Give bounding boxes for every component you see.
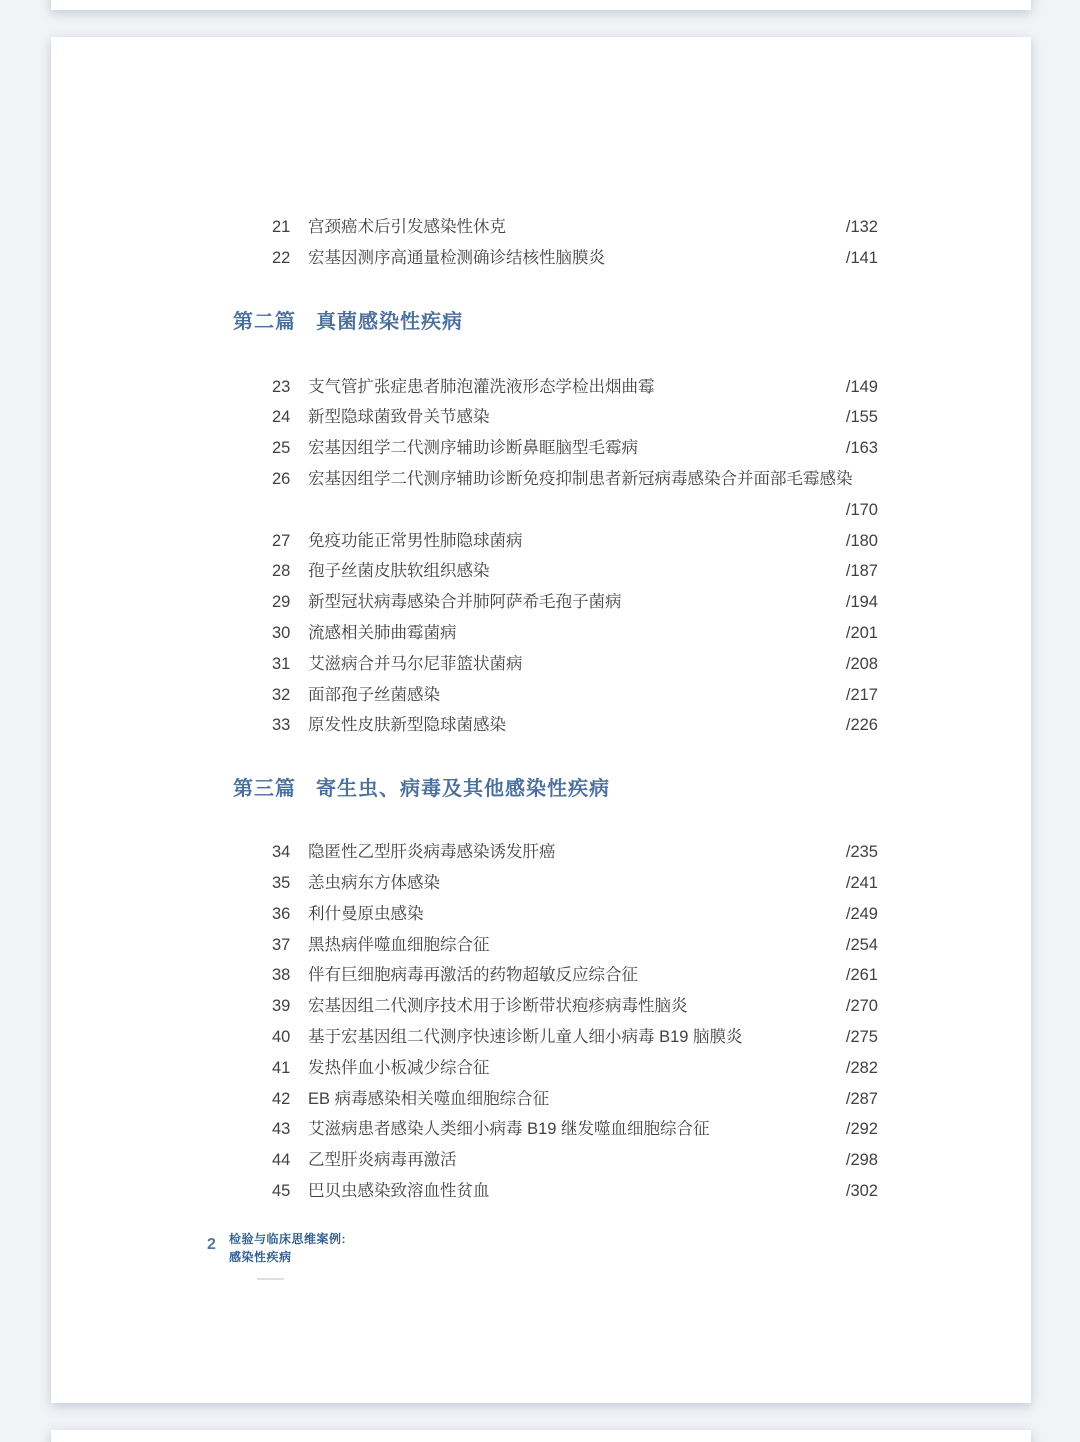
toc-row [233, 464, 878, 495]
toc-item-page: /217 [845, 685, 878, 704]
toc-item-page: /208 [845, 654, 878, 673]
toc-item-number: 37 [272, 935, 291, 954]
toc-row [233, 1114, 878, 1145]
toc-item-page: /180 [845, 531, 878, 550]
toc-row [233, 868, 878, 899]
toc-item-title: 原发性皮肤新型隐球菌感染 [308, 716, 506, 735]
toc-item-page: /287 [845, 1089, 878, 1108]
toc-item-page: /132 [845, 218, 878, 236]
section-label: 第二篇 [233, 310, 296, 333]
toc-item-number: 29 [272, 593, 291, 612]
toc-row [233, 1084, 878, 1115]
footer-rule [257, 1278, 284, 1280]
toc-item-page: /282 [845, 1058, 878, 1077]
toc-row [233, 556, 878, 587]
toc-item-title: 面部孢子丝菌感染 [308, 685, 440, 704]
toc-item-number: 30 [272, 623, 291, 642]
toc-item-title: 巴贝虫感染致溶血性贫血 [308, 1181, 490, 1200]
toc-item-page: /270 [845, 997, 878, 1016]
toc-item-number: 21 [272, 218, 291, 236]
toc-row [233, 526, 878, 557]
previous-page-edge [51, 0, 1031, 10]
toc-item-number: 24 [272, 408, 291, 427]
toc-item-number: 33 [272, 716, 291, 735]
toc-row [233, 649, 878, 680]
toc-row [233, 402, 878, 433]
toc-item-number: 35 [272, 873, 291, 892]
toc-item-title: 艾滋病患者感染人类细小病毒 B19 继发噬血细胞综合征 [308, 1120, 710, 1139]
toc-item-title: 乙型肝炎病毒再激活 [308, 1151, 457, 1170]
toc-item-number: 22 [272, 248, 291, 267]
toc-item-number: 38 [272, 966, 291, 985]
toc-row [233, 618, 878, 649]
toc-row [233, 837, 878, 868]
toc-item-title: 支气管扩张症患者肺泡灌洗液形态学检出烟曲霉 [308, 377, 655, 396]
toc-row-continuation [233, 495, 878, 526]
toc-item-page: /254 [845, 935, 878, 954]
toc-item-title: 流感相关肺曲霉菌病 [308, 623, 457, 642]
toc-item-number: 34 [272, 843, 291, 862]
toc-item-number: 26 [272, 469, 291, 488]
toc-row [233, 680, 878, 711]
toc-item-number: 44 [272, 1151, 291, 1170]
footer-page-number: 2 [207, 1235, 216, 1253]
toc-row [233, 433, 878, 464]
toc-item-title: 新型冠状病毒感染合并肺阿萨希毛孢子菌病 [308, 593, 622, 612]
footer-book-title-line1: 检验与临床思维案例: [229, 1231, 346, 1246]
toc-item-page: /187 [845, 562, 878, 581]
toc-item-number: 40 [272, 1027, 291, 1046]
toc-item-number: 28 [272, 562, 291, 581]
toc-item-number: 23 [272, 377, 291, 396]
toc-item-title: 宫颈癌术后引发感染性休克 [308, 218, 506, 236]
section-title: 真菌感染性疾病 [316, 310, 463, 333]
toc-item-page: /149 [845, 377, 878, 396]
toc-leading-items [233, 212, 878, 274]
toc-item-title: 宏基因组学二代测序辅助诊断鼻眶脑型毛霉病 [308, 439, 638, 458]
toc-item-number: 42 [272, 1089, 291, 1108]
toc-item-page: /292 [845, 1120, 878, 1139]
toc-item-number: 32 [272, 685, 291, 704]
toc-item-title: 新型隐球菌致骨关节感染 [308, 408, 490, 427]
toc-row [233, 1022, 878, 1053]
section-label: 第三篇 [233, 778, 296, 801]
toc-item-title: 恙虫病东方体感染 [308, 873, 440, 892]
next-page-edge [51, 1430, 1031, 1442]
toc-item-page: /141 [845, 248, 878, 267]
toc-row [233, 1145, 878, 1176]
toc-item-title: 宏基因测序高通量检测确诊结核性脑膜炎 [308, 248, 605, 267]
toc-row [233, 710, 878, 741]
toc-item-page: /163 [845, 439, 878, 458]
toc-item-title: 宏基因组学二代测序辅助诊断免疫抑制患者新冠病毒感染合并面部毛霉感染 [308, 469, 853, 488]
toc-item-page: /201 [845, 623, 878, 642]
toc-row [233, 372, 878, 403]
toc-row [233, 991, 878, 1022]
toc-item-page: /302 [845, 1181, 878, 1200]
section-items [233, 837, 878, 1207]
toc-row [233, 899, 878, 930]
toc-item-title: 艾滋病合并马尔尼菲篮状菌病 [308, 654, 523, 673]
toc-item-title: 黑热病伴噬血细胞综合征 [308, 935, 490, 954]
toc-item-number: 27 [272, 531, 291, 550]
toc-item-number: 36 [272, 904, 291, 923]
section-title: 寄生虫、病毒及其他感染性疾病 [316, 778, 610, 801]
footer-book-title [229, 1230, 346, 1266]
toc-item-number: 31 [272, 654, 291, 673]
toc-row [233, 243, 878, 274]
section-header [233, 307, 878, 337]
toc-section-parasite-virus [233, 774, 878, 1207]
toc-item-page: /261 [845, 966, 878, 985]
toc-item-number: 41 [272, 1058, 291, 1077]
section-header [233, 774, 878, 804]
toc-item-number: 39 [272, 997, 291, 1016]
toc-item-number: 43 [272, 1120, 291, 1139]
toc-row [233, 587, 878, 618]
toc-item-page: /170 [845, 500, 878, 519]
toc-item-number: 45 [272, 1181, 291, 1200]
toc-section-fungal [233, 307, 878, 742]
toc-item-title: 发热伴血小板减少综合征 [308, 1058, 490, 1077]
toc-item-page: /235 [845, 843, 878, 862]
toc-item-title: 孢子丝菌皮肤软组织感染 [308, 562, 490, 581]
toc-row [233, 930, 878, 961]
toc-item-page: /155 [845, 408, 878, 427]
toc-item-title: 宏基因组二代测序技术用于诊断带状疱疹病毒性脑炎 [308, 997, 688, 1016]
toc-item-title: 利什曼原虫感染 [308, 904, 424, 923]
toc-row [233, 960, 878, 991]
toc-row [233, 212, 878, 243]
toc-item-page: /226 [845, 716, 878, 735]
toc-item-title: 伴有巨细胞病毒再激活的药物超敏反应综合征 [308, 966, 638, 985]
toc-item-number: 25 [272, 439, 291, 458]
toc-item-page: /194 [845, 593, 878, 612]
toc-item-title: 免疫功能正常男性肺隐球菌病 [308, 531, 523, 550]
toc-item-page: /249 [845, 904, 878, 923]
toc-item-page: /275 [845, 1027, 878, 1046]
page-footer [207, 1230, 878, 1266]
toc-row [233, 1176, 878, 1207]
toc-row [233, 1053, 878, 1084]
toc-item-page: /298 [845, 1151, 878, 1170]
footer-book-title-line2: 感染性疾病 [229, 1249, 292, 1264]
toc-page [51, 37, 1031, 1403]
toc-item-page: /241 [845, 873, 878, 892]
toc-item-title: 基于宏基因组二代测序快速诊断儿童人细小病毒 B19 脑膜炎 [308, 1027, 743, 1046]
toc-page-content [51, 37, 1031, 1403]
section-items [233, 372, 878, 742]
toc-item-title: EB 病毒感染相关噬血细胞综合征 [308, 1089, 550, 1108]
toc-item-title: 隐匿性乙型肝炎病毒感染诱发肝癌 [308, 843, 556, 862]
